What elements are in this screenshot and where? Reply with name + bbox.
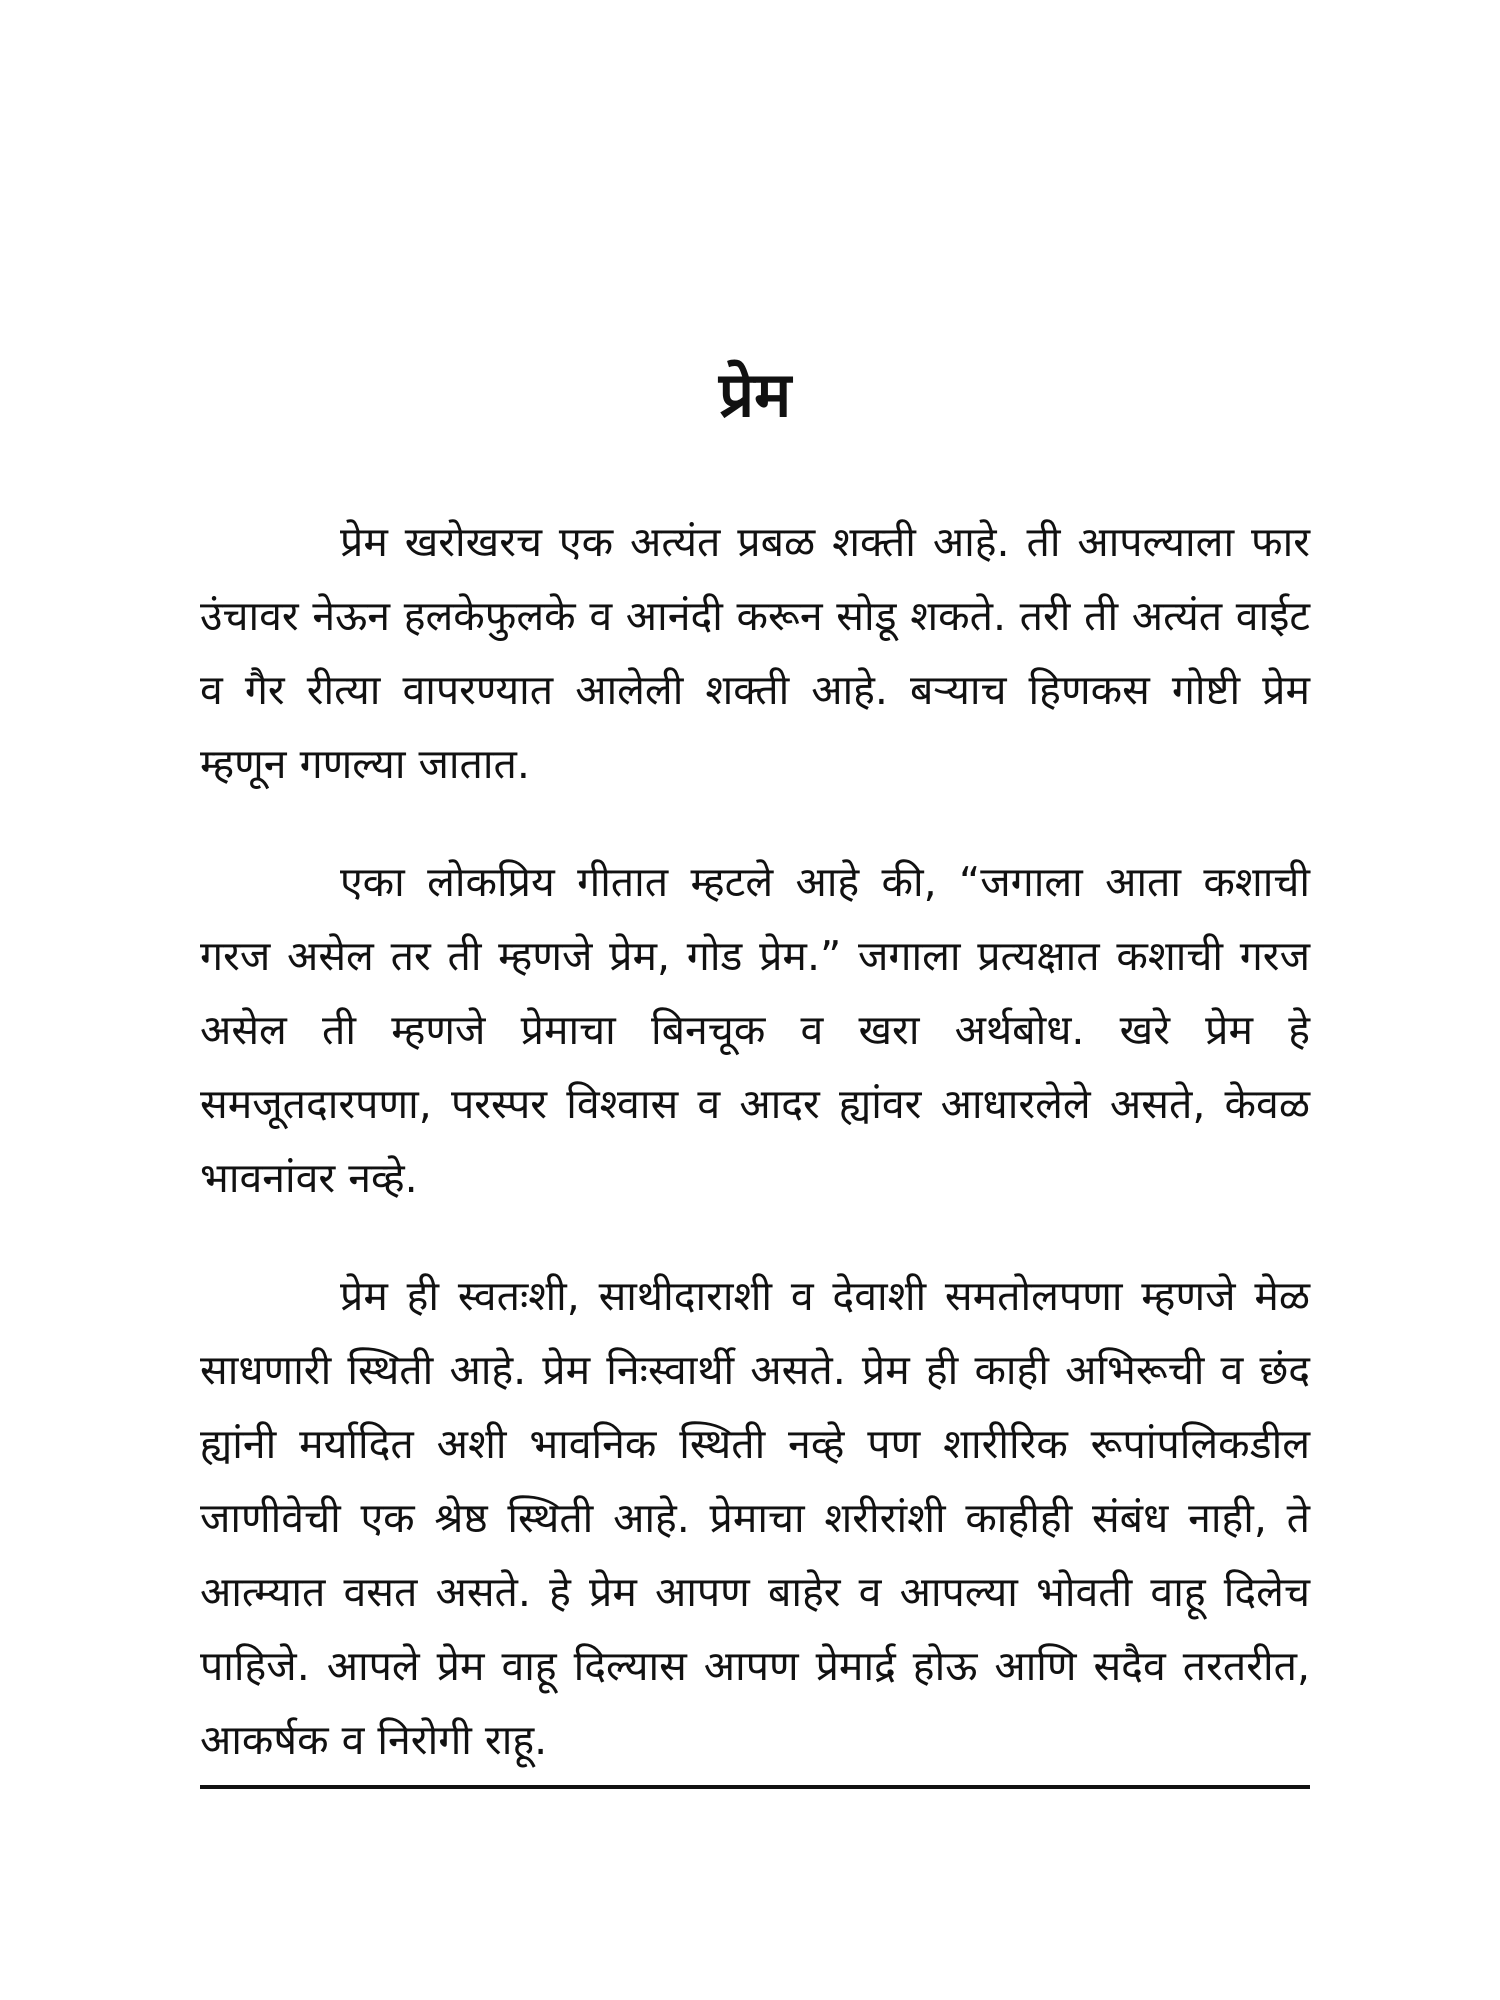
paragraph-2: एका लोकप्रिय गीतात म्हटले आहे की, “जगाला आता कशाची गरज असेल तर ती म्हणजे प्रेम, गोड प्रेम.” जगाला प्रत्यक्षात कशाची गरज असेल ती म्हणजे प्रेमाचा बिनचूक व खरा अर्थबोध. खरे प्रेम हे समजूतदारपणा, परस्पर विश्वास व आदर ह्यांवर आधारलेले असते, केवळ भावनांवर नव्हे.	[200, 858, 1310, 1202]
document-page	[200, 0, 1310, 2000]
paragraph-1: प्रेम खरोखरच एक अत्यंत प्रबळ शक्ती आहे. ती आपल्याला फार उंचावर नेऊन हलकेफुलके व आनंदी करून सोडू शकते. तरी ती अत्यंत वाईट व गैर रीत्या वापरण्यात आलेली शक्ती आहे. बऱ्याच हिणकस गोष्टी प्रेम म्हणून गणल्या जातात.	[200, 518, 1310, 788]
bottom-rule	[200, 1785, 1310, 1789]
page-title: प्रेम	[718, 358, 792, 431]
paragraph-3: प्रेम ही स्वतःशी, साथीदाराशी व देवाशी समतोलपणा म्हणजे मेळ साधणारी स्थिती आहे. प्रेम निःस्वार्थी असते. प्रेम ही काही अभिरूची व छंद ह्यांनी मर्यादित अशी भावनिक स्थिती नव्हे पण शारीरिक रूपांपलिकडील जाणीवेची एक श्रेष्ठ स्थिती आहे. प्रेमाचा शरीरांशी काहीही संबंध नाही, ते आत्म्यात वसत असते. हे प्रेम आपण बाहेर व आपल्या भोवती वाहू दिलेच पाहिजे. आपले प्रेम वाहू दिल्यास आपण प्रेमार्द्र होऊ आणि सदैव तरतरीत, आकर्षक व निरोगी राहू.	[200, 1272, 1310, 1764]
body-text	[200, 505, 1310, 1821]
